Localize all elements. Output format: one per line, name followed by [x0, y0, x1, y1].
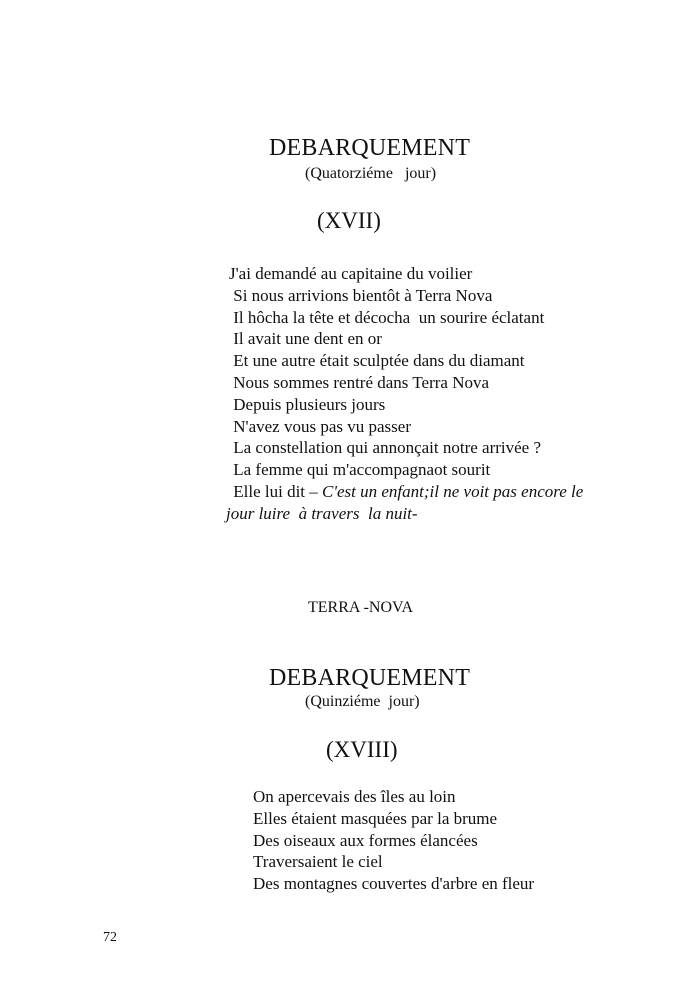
- poem-last-line: [229, 481, 583, 503]
- section2-roman-numeral: (XVIII): [326, 737, 398, 762]
- poem-line: Si nous arrivions bientôt à Terra Nova: [229, 285, 493, 305]
- poem-line: Elles étaient masquées par la brume: [253, 808, 498, 828]
- poem-line: Il hôcha la tête et décocha un sourire éclatant: [229, 307, 545, 327]
- poem-line: La constellation qui annonçait notre arrivée ?: [229, 438, 542, 458]
- poem-line: Des montagnes couvertes d'arbre en fleur: [253, 874, 535, 894]
- poem-line: N'avez vous pas vu passer: [229, 416, 411, 436]
- section-header-terra-nova: TERRA -NOVA: [308, 599, 414, 616]
- poem-line: La femme qui m'accompagnaot sourit: [229, 460, 491, 480]
- section1-title: DEBARQUEMENT: [269, 135, 471, 161]
- section1-poem: [229, 263, 583, 503]
- poem-last-line-italic: C'est un enfant;il ne voit pas encore le: [322, 481, 584, 501]
- poem-line: Et une autre était sculptée dans du diamant: [229, 351, 525, 371]
- poem-line: Traversaient le ciel: [253, 852, 383, 872]
- section2-poem: [253, 786, 534, 895]
- poem-continuation: jour luire à travers la nuit-: [226, 504, 418, 523]
- poem-line: Il avait une dent en or: [229, 329, 382, 349]
- section1-roman-numeral: (XVII): [317, 208, 381, 233]
- poem-last-line-plain: Elle lui dit –: [229, 481, 323, 501]
- poem-line: J'ai demandé au capitaine du voilier: [229, 264, 473, 283]
- poem-line: Nous sommes rentré dans Terra Nova: [229, 372, 490, 392]
- poem-line: Depuis plusieurs jours: [229, 394, 386, 414]
- section1-subtitle: (Quatorziéme jour): [305, 165, 437, 182]
- section2-title: DEBARQUEMENT: [269, 665, 471, 691]
- poem-line: On apercevais des îles au loin: [253, 787, 456, 806]
- section2-subtitle: (Quinziéme jour): [305, 693, 420, 710]
- poem-line: Des oiseaux aux formes élancées: [253, 830, 478, 850]
- page-number: 72: [103, 930, 117, 945]
